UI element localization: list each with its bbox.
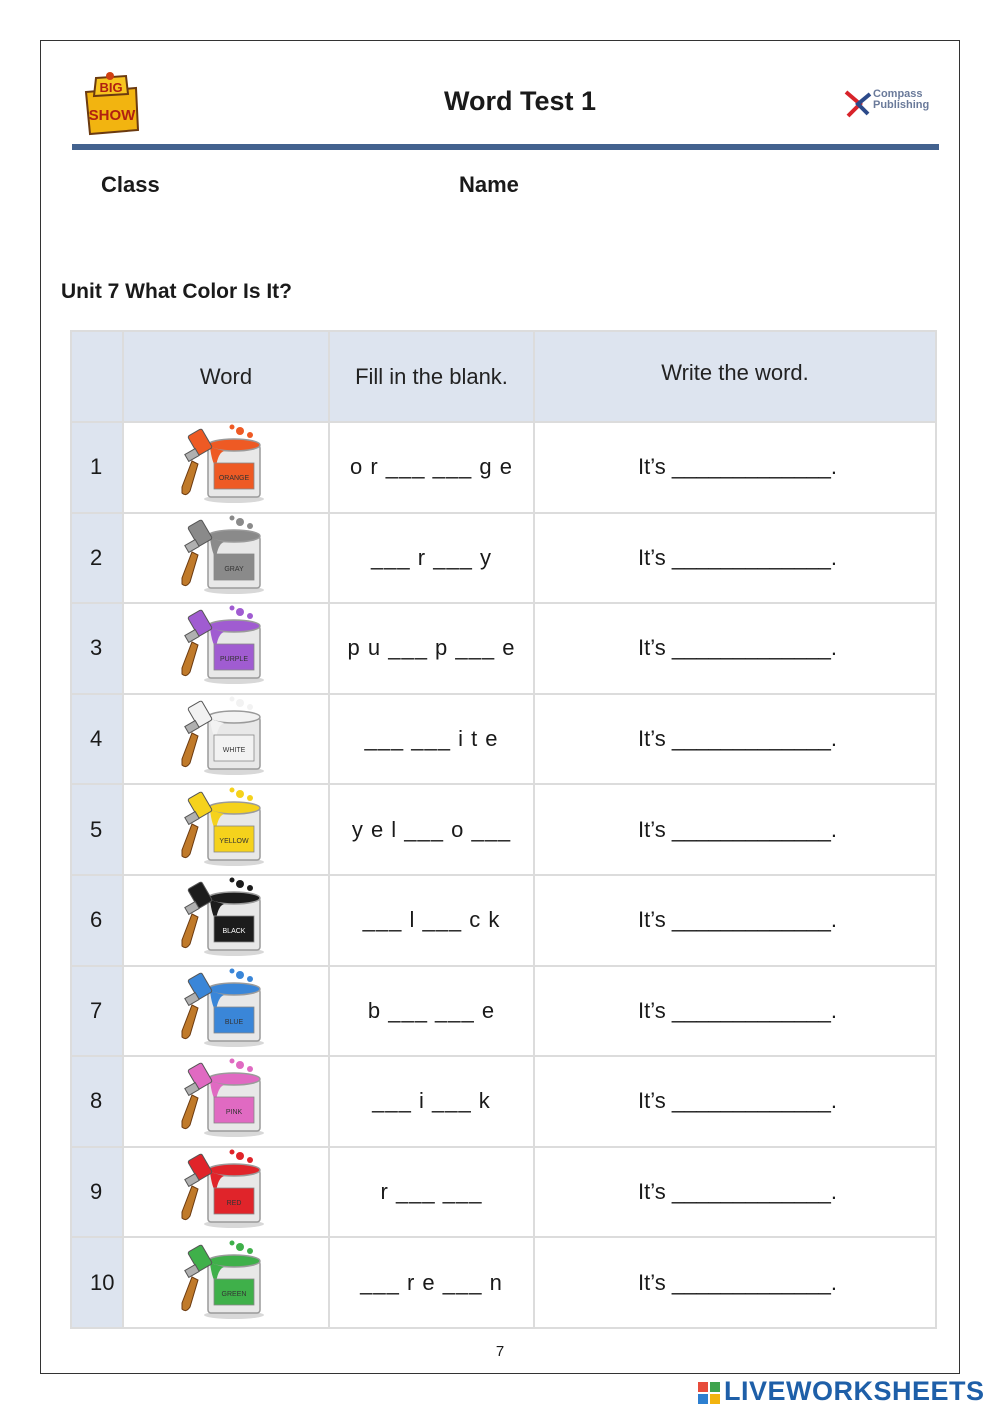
paint-can-label: GRAY [224, 565, 244, 573]
table-header-row [71, 331, 936, 422]
table-row [71, 513, 936, 604]
paint-can-icon [178, 514, 274, 596]
row-number: 9 [71, 1147, 123, 1238]
write-the-word: It’s _____________. [534, 1147, 936, 1238]
fill-in-blank: ___ i ___ k [329, 1056, 534, 1147]
header-write: Write the word. [534, 331, 936, 422]
fill-in-blank: ___ r e ___ n [329, 1237, 534, 1328]
table-row [71, 1056, 936, 1147]
fill-in-blank: ___ r ___ y [329, 513, 534, 604]
paint-can-label: GREEN [221, 1290, 247, 1298]
table-row [71, 603, 936, 694]
paint-can-image [123, 603, 329, 694]
liveworksheets-logo-icon [697, 1378, 723, 1408]
row-number: 4 [71, 694, 123, 785]
paint-can-icon [178, 876, 274, 958]
liveworksheets-watermark: LIVEWORKSHEETS [724, 1376, 985, 1406]
table-row [71, 694, 936, 785]
paint-can-image [123, 966, 329, 1057]
fill-in-blank: y e l ___ o ___ [329, 784, 534, 875]
paint-can-label: BLUE [224, 1018, 244, 1026]
paint-can-icon [178, 604, 274, 686]
paint-can-image [123, 1056, 329, 1147]
row-number: 3 [71, 603, 123, 694]
name-label: Name [459, 172, 519, 197]
paint-can-icon [178, 1239, 274, 1321]
paint-can-image [123, 422, 329, 513]
paint-can-icon [178, 695, 274, 777]
table-row [71, 875, 936, 966]
paint-can-label: WHITE [222, 747, 246, 755]
row-number: 6 [71, 875, 123, 966]
fill-in-blank: r ___ ___ [329, 1147, 534, 1238]
row-number: 5 [71, 784, 123, 875]
paint-can-icon [178, 786, 274, 868]
write-the-word: It’s _____________. [534, 966, 936, 1057]
write-the-word: It’s _____________. [534, 1056, 936, 1147]
header-fill: Fill in the blank. [329, 331, 534, 422]
paint-can-label: BLACK [222, 928, 246, 936]
paint-can-label: ORANGE [218, 475, 250, 483]
page-number: 7 [495, 1343, 505, 1360]
paint-can-label: PINK [225, 1109, 243, 1117]
table-row [71, 1237, 936, 1328]
header-word: Word [123, 331, 329, 422]
paint-can-image [123, 1147, 329, 1238]
write-the-word: It’s _____________. [534, 1237, 936, 1328]
paint-can-image [123, 513, 329, 604]
write-the-word: It’s _____________. [534, 422, 936, 513]
svg-text:SHOW: SHOW [88, 107, 136, 124]
fill-in-blank: ___ l ___ c k [329, 875, 534, 966]
paint-can-image [123, 694, 329, 785]
row-number: 7 [71, 966, 123, 1057]
svg-text:BIG: BIG [99, 80, 123, 95]
fill-in-blank: b ___ ___ e [329, 966, 534, 1057]
worksheet-table [70, 330, 937, 1329]
row-number: 10 [71, 1237, 123, 1328]
row-number: 1 [71, 422, 123, 513]
paint-can-icon [178, 423, 274, 505]
paint-can-icon [178, 1148, 274, 1230]
fill-in-blank: o r ___ ___ g e [329, 422, 534, 513]
title-rule [72, 144, 939, 150]
table-row [71, 966, 936, 1057]
write-the-word: It’s _____________. [534, 603, 936, 694]
write-the-word: It’s _____________. [534, 694, 936, 785]
compass-logo-text: Compass Publishing [873, 88, 930, 111]
paint-can-label: YELLOW [219, 837, 249, 845]
paint-can-icon [178, 967, 274, 1049]
page-title: Word Test 1 [443, 86, 597, 116]
class-label: Class [101, 172, 160, 197]
fill-in-blank: ___ ___ i t e [329, 694, 534, 785]
paint-can-image [123, 1237, 329, 1328]
table-row [71, 784, 936, 875]
paint-can-label: PURPLE [219, 656, 249, 664]
table-row [71, 1147, 936, 1238]
fill-in-blank: p u ___ p ___ e [329, 603, 534, 694]
row-number: 8 [71, 1056, 123, 1147]
write-the-word: It’s _____________. [534, 513, 936, 604]
write-the-word: It’s _____________. [534, 875, 936, 966]
unit-heading: Unit 7 What Color Is It? [61, 280, 292, 303]
table-row [71, 422, 936, 513]
paint-can-image [123, 875, 329, 966]
paint-can-image [123, 784, 329, 875]
write-the-word: It’s _____________. [534, 784, 936, 875]
paint-can-icon [178, 1057, 274, 1139]
header-number [71, 331, 123, 422]
row-number: 2 [71, 513, 123, 604]
paint-can-label: RED [226, 1200, 242, 1208]
